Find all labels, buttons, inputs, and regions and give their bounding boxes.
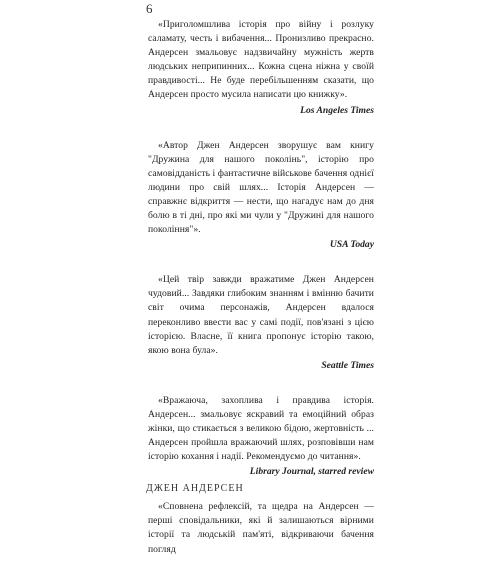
running-footer-author: ДЖЕН АНДЕРСЕН — [146, 483, 244, 494]
page-number: 6 — [146, 1, 153, 16]
review-blurb — [148, 394, 374, 478]
review-quote: «Цей твір завжди вражатиме Джен Андерсен чудовий... Завдяки глибоким знанням і вмінню бачити світ очима персонажів, Андерсен вдалося переконливо ввести вас у самі події, пов'язані з цією історією. Власне, її книга пропонує історію такою, якою вона була». — [148, 274, 374, 356]
review-quote: «Сповнена рефлексій, та щедра на Андерсен — перші сповідальники, які й залишаються вірними історії та людській пам'яті, відкриваючи бачення погляд — [148, 501, 374, 555]
review-quote: «Приголомшлива історія про війну і розлуку саламату, честь і вибачення... Пронизливо прекрасно. Андерсен змальовує надзвичайну мужність жертв людських неприпинних... Кожна сцена ніжна у своїй правдивості... Не буде перебільшенням сказати, що Андерсен просто мусила написати цю книжку». — [148, 19, 374, 101]
review-source: USA Today — [329, 239, 374, 251]
review-source: Library Journal, starred review — [249, 466, 374, 478]
review-blurb — [148, 500, 374, 556]
review-blurb — [148, 139, 374, 252]
review-blurbs — [148, 18, 374, 579]
review-source: Los Angeles Times — [300, 104, 374, 116]
review-blurb — [148, 18, 374, 117]
review-blurb — [148, 273, 374, 372]
review-quote: «Автор Джен Андерсен зворушує вам книгу "Дружина для нашого поколінь", історію про самовідданість і фантастичне військове бачення однієї людини про свій шлях... Історія Андерсен — справжнє відкриття — нести, що нагадує нам до дня болю в ті дні, про які ми чули у "Дружині для нашого покоління"». — [148, 139, 374, 236]
review-quote: «Вражаюча, захоплива і правдива історія. Андерсен... змальовує яскравий та емоційний образ жінки, що стикається з великою бідою, жертовність ... Андерсен пройшла вражаючий шлях, розповівши нам історію кохання і надії. Рекомендуємо до читання». — [148, 394, 374, 463]
review-source: Seattle Times — [321, 359, 374, 371]
